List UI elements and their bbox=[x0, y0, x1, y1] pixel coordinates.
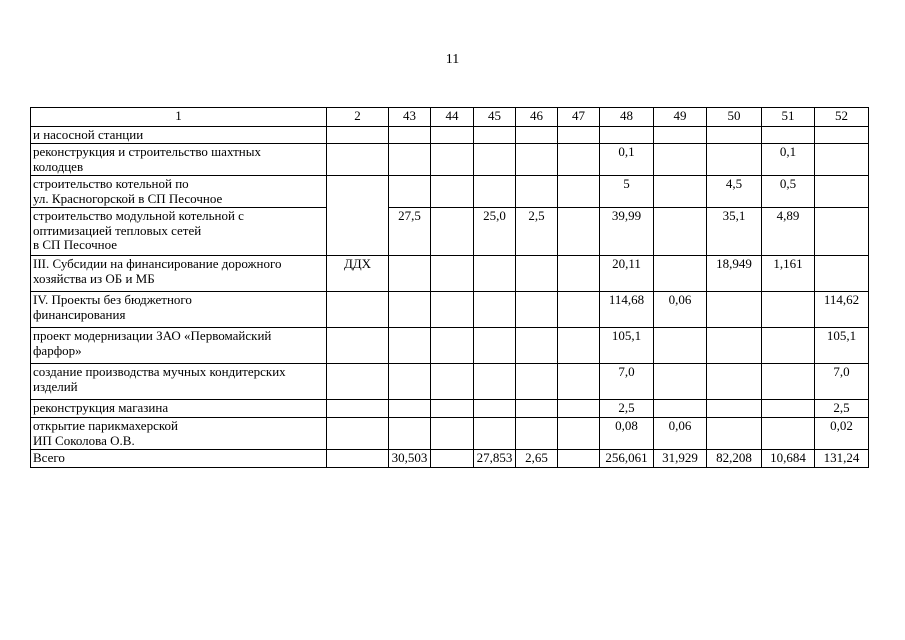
value-cell bbox=[600, 126, 654, 144]
value-cell bbox=[558, 364, 600, 400]
value-cell bbox=[558, 400, 600, 418]
column-header: 47 bbox=[558, 108, 600, 127]
table-row bbox=[31, 292, 869, 328]
row-label: строительство котельной по ул. Красногорской в СП Песочное bbox=[31, 176, 327, 208]
table-row bbox=[31, 256, 869, 292]
table-row bbox=[31, 208, 869, 256]
value-cell bbox=[431, 256, 474, 292]
value-cell bbox=[516, 328, 558, 364]
value-cell: 114,62 bbox=[815, 292, 869, 328]
table-row bbox=[31, 176, 869, 208]
value-cell: 35,1 bbox=[707, 208, 762, 256]
row-label: и насосной станции bbox=[31, 126, 327, 144]
value-cell: 0,08 bbox=[600, 418, 654, 450]
value-cell bbox=[707, 418, 762, 450]
value-cell bbox=[558, 292, 600, 328]
value-cell bbox=[516, 176, 558, 208]
value-cell bbox=[558, 208, 600, 256]
value-cell: 105,1 bbox=[815, 328, 869, 364]
value-cell: 20,11 bbox=[600, 256, 654, 292]
value-cell: 105,1 bbox=[600, 328, 654, 364]
value-cell: 2,5 bbox=[600, 400, 654, 418]
value-cell bbox=[654, 208, 707, 256]
code-cell bbox=[327, 176, 389, 256]
value-cell bbox=[474, 126, 516, 144]
value-cell: 4,5 bbox=[707, 176, 762, 208]
value-cell bbox=[815, 256, 869, 292]
value-cell: 131,24 bbox=[815, 450, 869, 468]
value-cell bbox=[558, 328, 600, 364]
column-header: 1 bbox=[31, 108, 327, 127]
value-cell: 0,1 bbox=[762, 144, 815, 176]
value-cell: 18,949 bbox=[707, 256, 762, 292]
value-cell bbox=[558, 450, 600, 468]
value-cell bbox=[516, 126, 558, 144]
value-cell bbox=[654, 328, 707, 364]
value-cell bbox=[815, 126, 869, 144]
value-cell: 27,5 bbox=[389, 208, 431, 256]
value-cell: 1,161 bbox=[762, 256, 815, 292]
value-cell bbox=[474, 400, 516, 418]
value-cell bbox=[431, 418, 474, 450]
value-cell bbox=[762, 364, 815, 400]
table-row bbox=[31, 400, 869, 418]
value-cell bbox=[389, 364, 431, 400]
value-cell: 0,06 bbox=[654, 292, 707, 328]
table-row bbox=[31, 450, 869, 468]
value-cell bbox=[389, 400, 431, 418]
row-label: открытие парикмахерской ИП Соколова О.В. bbox=[31, 418, 327, 450]
value-cell bbox=[431, 208, 474, 256]
value-cell bbox=[474, 144, 516, 176]
value-cell bbox=[389, 256, 431, 292]
value-cell bbox=[431, 400, 474, 418]
value-cell: 0,02 bbox=[815, 418, 869, 450]
value-cell bbox=[558, 256, 600, 292]
value-cell bbox=[389, 176, 431, 208]
value-cell bbox=[516, 256, 558, 292]
value-cell: 5 bbox=[600, 176, 654, 208]
table-row bbox=[31, 364, 869, 400]
column-header: 49 bbox=[654, 108, 707, 127]
table-row bbox=[31, 328, 869, 364]
value-cell: 0,06 bbox=[654, 418, 707, 450]
value-cell bbox=[815, 176, 869, 208]
value-cell bbox=[707, 126, 762, 144]
value-cell bbox=[389, 292, 431, 328]
value-cell bbox=[558, 176, 600, 208]
value-cell: 39,99 bbox=[600, 208, 654, 256]
code-cell bbox=[327, 364, 389, 400]
value-cell bbox=[762, 418, 815, 450]
table-row bbox=[31, 418, 869, 450]
value-cell: 10,684 bbox=[762, 450, 815, 468]
row-label: реконструкция и строительство шахтных колодцев bbox=[31, 144, 327, 176]
code-cell bbox=[327, 450, 389, 468]
value-cell: 7,0 bbox=[815, 364, 869, 400]
value-cell bbox=[474, 328, 516, 364]
table-row bbox=[31, 126, 869, 144]
value-cell bbox=[431, 450, 474, 468]
value-cell bbox=[762, 400, 815, 418]
column-header: 46 bbox=[516, 108, 558, 127]
column-header: 50 bbox=[707, 108, 762, 127]
value-cell: 2,65 bbox=[516, 450, 558, 468]
value-cell bbox=[431, 126, 474, 144]
value-cell bbox=[474, 176, 516, 208]
table-row bbox=[31, 144, 869, 176]
value-cell bbox=[474, 364, 516, 400]
value-cell bbox=[815, 208, 869, 256]
column-header: 45 bbox=[474, 108, 516, 127]
column-header: 48 bbox=[600, 108, 654, 127]
value-cell bbox=[762, 126, 815, 144]
row-label: Всего bbox=[31, 450, 327, 468]
value-cell bbox=[431, 328, 474, 364]
value-cell: 256,061 bbox=[600, 450, 654, 468]
value-cell bbox=[431, 364, 474, 400]
budget-table bbox=[30, 107, 869, 468]
row-label: проект модернизации ЗАО «Первомайский фарфор» bbox=[31, 328, 327, 364]
value-cell bbox=[654, 400, 707, 418]
code-cell bbox=[327, 144, 389, 176]
value-cell bbox=[762, 328, 815, 364]
code-cell bbox=[327, 400, 389, 418]
value-cell bbox=[707, 400, 762, 418]
column-header: 44 bbox=[431, 108, 474, 127]
code-cell bbox=[327, 328, 389, 364]
value-cell: 30,503 bbox=[389, 450, 431, 468]
value-cell bbox=[474, 418, 516, 450]
value-cell: 27,853 bbox=[474, 450, 516, 468]
value-cell bbox=[654, 364, 707, 400]
value-cell bbox=[431, 176, 474, 208]
code-cell: ДДХ bbox=[327, 256, 389, 292]
value-cell bbox=[654, 144, 707, 176]
value-cell bbox=[389, 126, 431, 144]
value-cell bbox=[474, 256, 516, 292]
value-cell bbox=[654, 126, 707, 144]
value-cell bbox=[707, 364, 762, 400]
value-cell bbox=[707, 292, 762, 328]
value-cell bbox=[389, 328, 431, 364]
column-header: 52 bbox=[815, 108, 869, 127]
row-label: IV. Проекты без бюджетного финансирования bbox=[31, 292, 327, 328]
value-cell: 2,5 bbox=[815, 400, 869, 418]
value-cell bbox=[431, 144, 474, 176]
value-cell bbox=[431, 292, 474, 328]
page-number: 11 bbox=[445, 52, 460, 67]
value-cell: 0,1 bbox=[600, 144, 654, 176]
value-cell bbox=[516, 292, 558, 328]
value-cell bbox=[516, 418, 558, 450]
value-cell: 2,5 bbox=[516, 208, 558, 256]
value-cell bbox=[707, 144, 762, 176]
value-cell: 25,0 bbox=[474, 208, 516, 256]
value-cell bbox=[389, 144, 431, 176]
column-header: 2 bbox=[327, 108, 389, 127]
table-header-row bbox=[31, 108, 869, 127]
value-cell bbox=[654, 256, 707, 292]
value-cell: 4,89 bbox=[762, 208, 815, 256]
row-label: создание производства мучных кондитерских изделий bbox=[31, 364, 327, 400]
code-cell bbox=[327, 292, 389, 328]
value-cell: 82,208 bbox=[707, 450, 762, 468]
value-cell bbox=[558, 126, 600, 144]
value-cell bbox=[389, 418, 431, 450]
code-cell bbox=[327, 126, 389, 144]
row-label: строительство модульной котельной с оптимизацией тепловых сетей в СП Песочное bbox=[31, 208, 327, 256]
value-cell bbox=[558, 144, 600, 176]
row-label: III. Субсидии на финансирование дорожного хозяйства из ОБ и МБ bbox=[31, 256, 327, 292]
value-cell: 114,68 bbox=[600, 292, 654, 328]
value-cell: 7,0 bbox=[600, 364, 654, 400]
row-label: реконструкция магазина bbox=[31, 400, 327, 418]
value-cell bbox=[558, 418, 600, 450]
value-cell bbox=[516, 364, 558, 400]
value-cell bbox=[516, 144, 558, 176]
value-cell bbox=[762, 292, 815, 328]
value-cell: 0,5 bbox=[762, 176, 815, 208]
value-cell bbox=[474, 292, 516, 328]
value-cell bbox=[654, 176, 707, 208]
value-cell: 31,929 bbox=[654, 450, 707, 468]
value-cell bbox=[707, 328, 762, 364]
column-header: 43 bbox=[389, 108, 431, 127]
code-cell bbox=[327, 418, 389, 450]
value-cell bbox=[815, 144, 869, 176]
column-header: 51 bbox=[762, 108, 815, 127]
value-cell bbox=[516, 400, 558, 418]
